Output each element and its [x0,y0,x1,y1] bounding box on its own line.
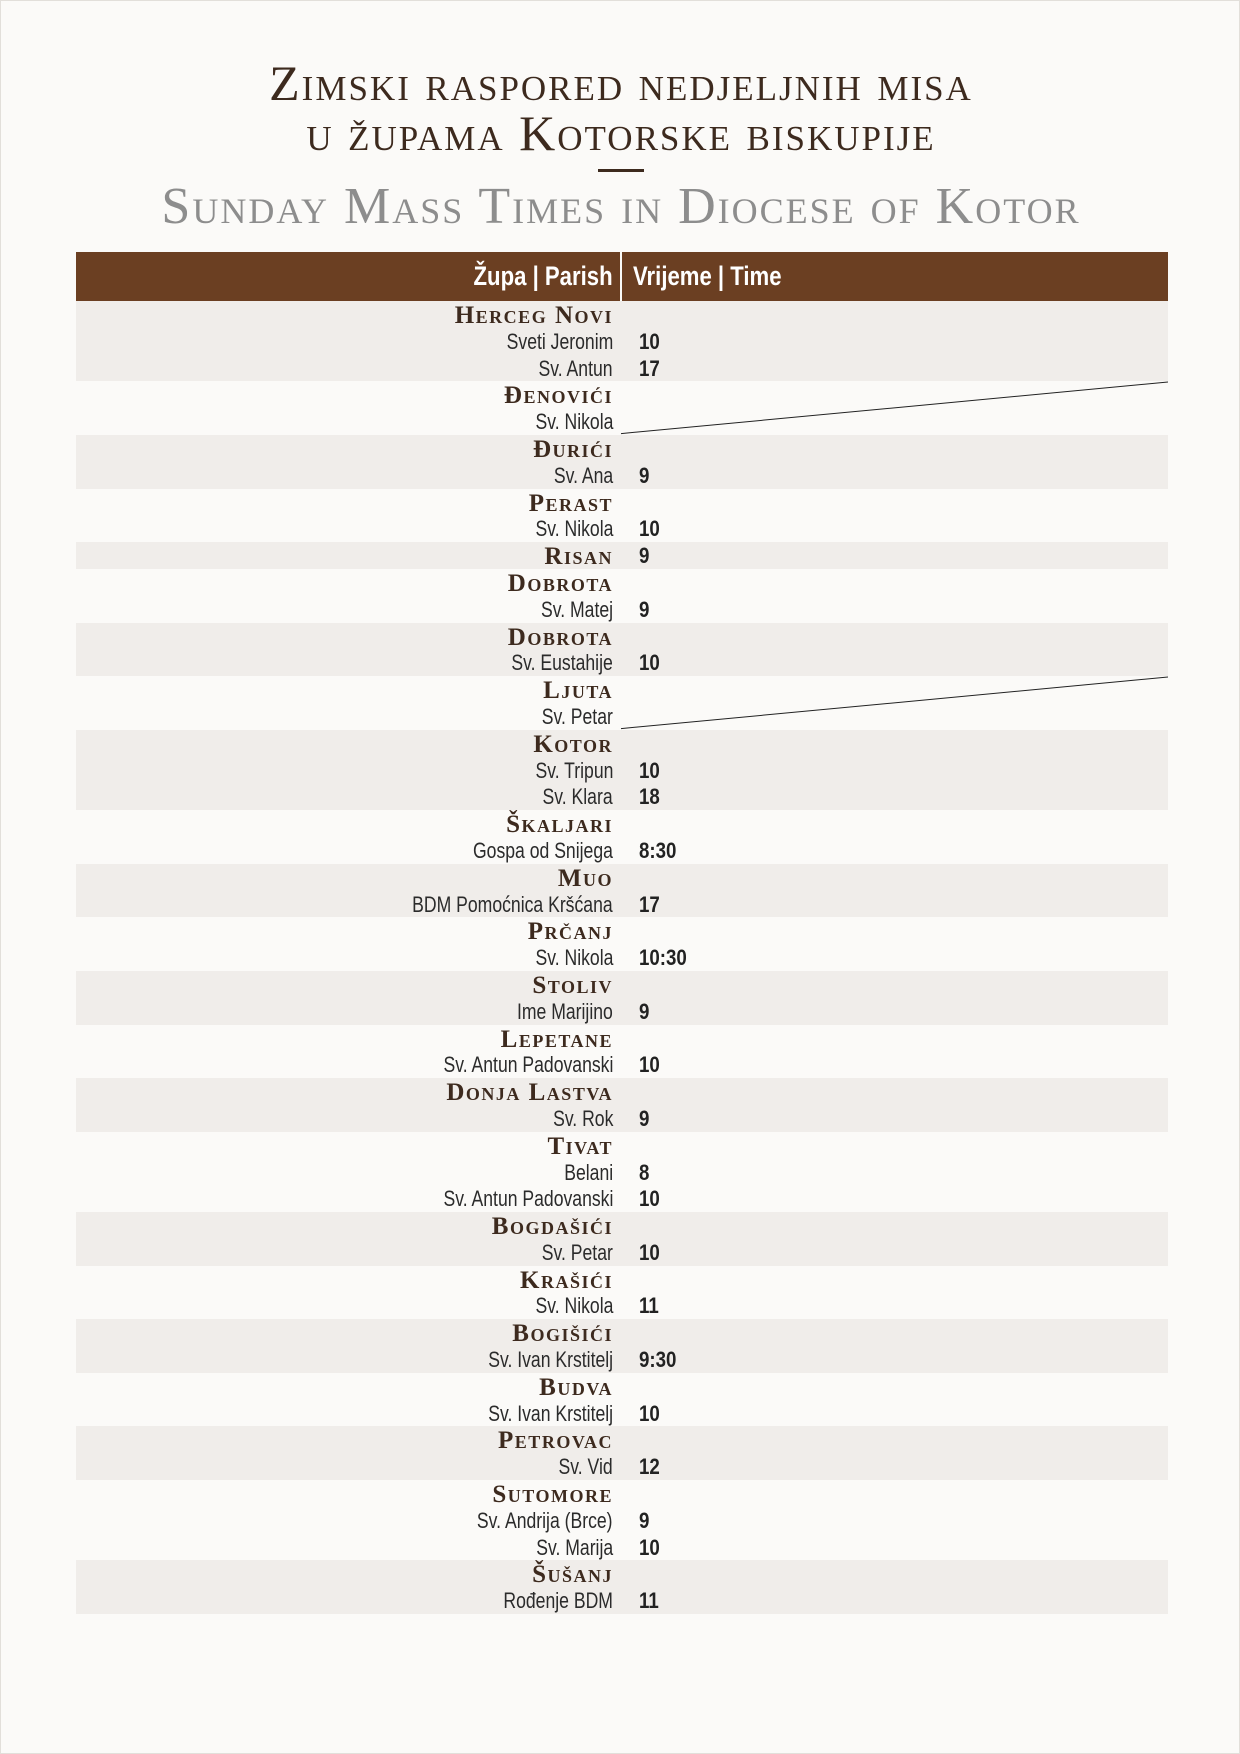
parish-group [76,730,1168,810]
parish-group [76,489,1168,543]
parish-row [76,864,1168,891]
mass-time: 10 [639,1052,660,1078]
parish-row [76,301,1168,328]
parish-group [76,676,1168,730]
parish-row [76,810,1168,837]
parish-group [76,1078,1168,1132]
church-row [76,328,1168,355]
church-row [76,757,1168,784]
parish-row [76,1266,1168,1293]
mass-time: 12 [639,1454,660,1480]
parish-row [76,623,1168,650]
parish-name: Sutomore [492,1481,613,1509]
church-row [76,891,1168,918]
parish-row [76,1132,1168,1159]
parish-row [76,1078,1168,1105]
parish-group [76,1373,1168,1427]
mass-time: 10 [639,650,660,676]
church-name: Sv. Vid [558,1454,613,1480]
parish-group [76,435,1168,489]
church-row [76,1185,1168,1212]
church-row [76,1400,1168,1427]
church-row [76,649,1168,676]
church-row [76,1453,1168,1480]
parish-group [76,1212,1168,1266]
mass-time: 9 [639,1507,650,1533]
title-line-2: u župama Kotorske biskupije [306,105,936,161]
table-header [76,252,1168,301]
mass-time: 9 [639,596,650,622]
church-name: Gospa od Snijega [473,837,613,863]
church-row [76,1051,1168,1078]
church-row [76,1159,1168,1186]
church-name: Sv. Rok [552,1105,613,1131]
church-name: Sv. Eustahije [511,650,613,676]
parish-group [76,569,1168,623]
parish-row [76,1426,1168,1453]
church-name: Sv. Antun Padovanski [443,1052,613,1078]
mass-time: 9:30 [639,1347,677,1373]
header-time: Vrijeme | Time [633,261,782,291]
church-name: Sv. Klara [542,784,613,810]
church-row [76,355,1168,382]
parish-group [76,1560,1168,1614]
church-name: Sv. Ivan Krstitelj [488,1347,613,1373]
mass-time: 17 [639,355,660,381]
parish-name: Dobrota [507,623,613,651]
title-divider [598,169,644,172]
mass-time: 10 [639,1186,660,1212]
parish-name: Tivat [547,1132,613,1160]
parish-name: Bogdašići [491,1213,613,1241]
parish-name: Ljuta [543,677,613,705]
parish-name: Risan [544,543,613,571]
parish-row [76,1373,1168,1400]
church-name: Sv. Nikola [535,1293,613,1319]
title-english: Sunday Mass Times in Diocese of Kotor [161,178,1081,235]
parish-row [76,542,1168,569]
mass-time: 10 [639,328,660,354]
parish-name: Dobrota [507,569,613,597]
church-row [76,1239,1168,1266]
parish-row [76,971,1168,998]
parish-group [76,917,1168,971]
mass-time: 10 [639,1239,660,1265]
header-parish: Župa | Parish [473,261,613,291]
parish-group [76,1319,1168,1373]
parish-name: Đenovići [503,382,613,410]
church-row [76,1346,1168,1373]
church-name: Sv. Andrija (Brce) [477,1507,613,1533]
church-name: Sv. Nikola [535,945,613,971]
mass-time: 9 [639,462,650,488]
parish-row [76,676,1168,703]
church-row [76,998,1168,1025]
church-name: Belani [564,1159,613,1185]
mass-time: 11 [639,1588,659,1614]
church-row [76,783,1168,810]
mass-time: 9 [639,543,650,569]
church-name: Sv. Tripun [535,757,613,783]
parish-name: Muo [557,864,613,892]
church-name: Sv. Petar [541,703,613,729]
parish-row [76,1319,1168,1346]
parish-row [76,435,1168,462]
header-separator [620,252,622,301]
mass-time: 8:30 [639,837,677,863]
church-name: Sveti Jeronim [506,328,613,354]
church-row [76,944,1168,971]
mass-time: 11 [639,1293,659,1319]
church-name: Sv. Antun Padovanski [443,1186,613,1212]
church-row [76,703,1168,730]
parish-group [76,971,1168,1025]
parish-name: Bogišići [512,1320,613,1348]
mass-time: 10 [639,1400,660,1426]
parish-row [76,1212,1168,1239]
parish-group [76,1426,1168,1480]
mass-time: 10:30 [639,945,687,971]
parish-group [76,810,1168,864]
church-row [76,1534,1168,1561]
parish-row [76,1560,1168,1587]
parish-group [76,1266,1168,1320]
church-row [76,515,1168,542]
church-name: Sv. Marija [536,1534,613,1560]
church-row [76,1105,1168,1132]
parish-row [76,489,1168,516]
parish-group [76,1025,1168,1079]
church-name: Ime Marijino [517,998,613,1024]
church-name: Sv. Antun [538,355,613,381]
parish-row [76,917,1168,944]
church-row [76,596,1168,623]
mass-time: 8 [639,1159,650,1185]
church-name: BDM Pomoćnica Kršćana [412,891,613,917]
parish-group [76,301,1168,381]
parish-row [76,569,1168,596]
church-name: Sv. Nikola [535,409,613,435]
parish-row [76,381,1168,408]
parish-name: Stoliv [532,971,613,999]
parish-name: Lepetane [500,1025,613,1053]
parish-name: Krašići [520,1266,613,1294]
parish-group [76,381,1168,435]
church-row [76,1292,1168,1319]
parish-name: Đurići [532,435,613,463]
church-row [76,462,1168,489]
parish-name: Perast [528,489,613,517]
church-name: Sv. Nikola [535,516,613,542]
title-line-1: Zimski raspored nedjeljnih misa [269,55,973,111]
parish-row [76,730,1168,757]
mass-time: 10 [639,516,660,542]
parish-name: Prčanj [527,918,613,946]
church-row [76,1507,1168,1534]
church-row [76,837,1168,864]
parish-name: Herceg Novi [454,302,613,329]
church-row [76,408,1168,435]
mass-time: 10 [639,757,660,783]
church-name: Sv. Petar [541,1239,613,1265]
parish-group [76,1480,1168,1560]
church-row [76,1587,1168,1614]
mass-time: 10 [639,1534,660,1560]
church-name: Sv. Matej [540,596,613,622]
parish-group [76,623,1168,677]
mass-time: 9 [639,998,650,1024]
parish-name: Budva [539,1373,613,1401]
mass-time: 18 [639,784,660,810]
parish-name: Donja Lastva [446,1079,613,1107]
parish-name: Petrovac [498,1427,613,1455]
church-name: Rođenje BDM [503,1588,613,1614]
parish-group [76,1132,1168,1212]
church-name: Sv. Ivan Krstitelj [488,1400,613,1426]
parish-name: Škaljari [506,811,613,839]
mass-times-table [76,252,1168,1614]
parish-group [76,864,1168,918]
parish-name: Šušanj [532,1561,613,1589]
mass-time: 9 [639,1105,650,1131]
parish-group [76,542,1168,569]
mass-time: 17 [639,891,660,917]
parish-row [76,1025,1168,1052]
parish-row [76,1480,1168,1507]
church-name: Sv. Ana [553,462,613,488]
parish-name: Kotor [533,730,613,758]
table-body [76,301,1168,1614]
